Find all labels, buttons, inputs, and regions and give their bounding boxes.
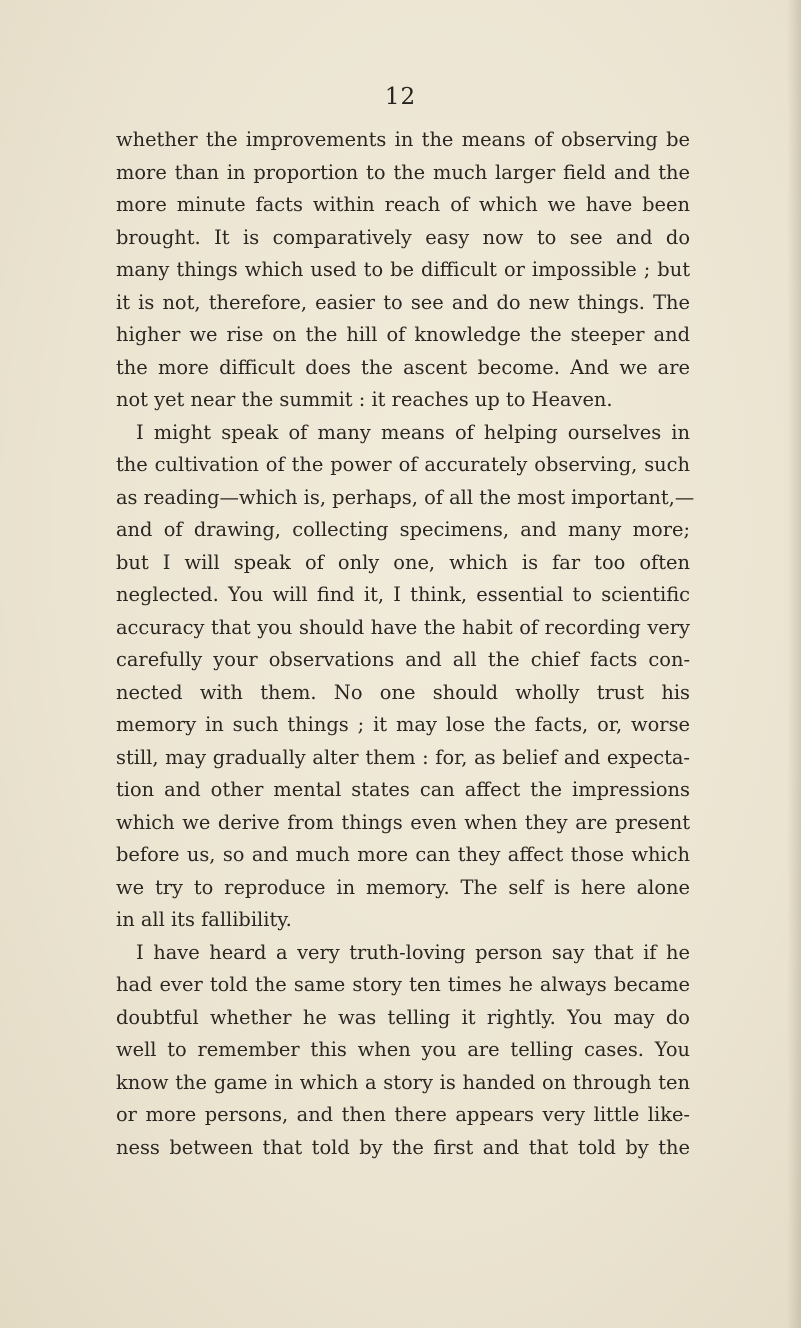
text-line: before us, so and much more can they affect those which bbox=[116, 843, 690, 866]
text-line: nected with them. No one should wholly trust his bbox=[116, 680, 690, 704]
text-line: I have heard a very truth-loving person say that if he bbox=[136, 940, 690, 964]
text-line: ness between that told by the first and that told by the bbox=[116, 1135, 690, 1159]
text-line: the cultivation of the power of accurately observing, such bbox=[116, 453, 690, 476]
text-line: know the game in which a story is handed on through ten bbox=[116, 1070, 690, 1094]
text-line: carefully your observations and all the chief facts con- bbox=[116, 648, 690, 671]
text-line: not yet near the summit : it reaches up to Heaven. bbox=[116, 388, 613, 411]
text-line: or more persons, and then there appears very little like- bbox=[116, 1103, 690, 1126]
text-line: still, may gradually alter them : for, as belief and expecta- bbox=[116, 745, 690, 769]
page-edge-shadow bbox=[787, 0, 801, 1328]
text-line: neglected. You will find it, I think, essential to scientific bbox=[116, 583, 690, 606]
text-line: memory in such things ; it may lose the facts, or, worse bbox=[116, 713, 690, 736]
text-line: but I will speak of only one, which is far too often bbox=[116, 550, 690, 574]
text-line: more than in proportion to the much larger field and the bbox=[116, 160, 690, 184]
page-number: 12 bbox=[384, 84, 417, 110]
text-line: we try to reproduce in memory. The self is here alone bbox=[116, 875, 690, 899]
text-line: well to remember this when you are telling cases. You bbox=[116, 1038, 690, 1061]
text-line: tion and other mental states can affect the impressions bbox=[116, 778, 690, 801]
text-line: and of drawing, collecting specimens, and many more; bbox=[116, 518, 690, 541]
text-line: whether the improvements in the means of observing be bbox=[116, 128, 690, 151]
text-line: had ever told the same story ten times he always became bbox=[116, 973, 690, 996]
text-line: which we derive from things even when they are present bbox=[116, 810, 690, 834]
text-line: it is not, therefore, easier to see and do new things. The bbox=[116, 290, 690, 314]
text-line: as reading—which is, perhaps, of all the most important,— bbox=[116, 485, 695, 509]
text-line: accuracy that you should have the habit of recording very bbox=[116, 615, 690, 639]
text-line: more minute facts within reach of which we have been bbox=[116, 193, 690, 216]
text-line: in all its fallibility. bbox=[116, 908, 292, 931]
text-line: brought. It is comparatively easy now to see and do bbox=[116, 225, 690, 249]
text-line: the more difficult does the ascent become. And we are bbox=[116, 355, 690, 379]
text-line: higher we rise on the hill of knowledge the steeper and bbox=[116, 323, 690, 346]
text-line: I might speak of many means of helping ourselves in bbox=[136, 420, 690, 444]
text-line: doubtful whether he was telling it rightly. You may do bbox=[116, 1005, 690, 1029]
text-line: many things which used to be difficult or impossible ; but bbox=[116, 258, 690, 281]
